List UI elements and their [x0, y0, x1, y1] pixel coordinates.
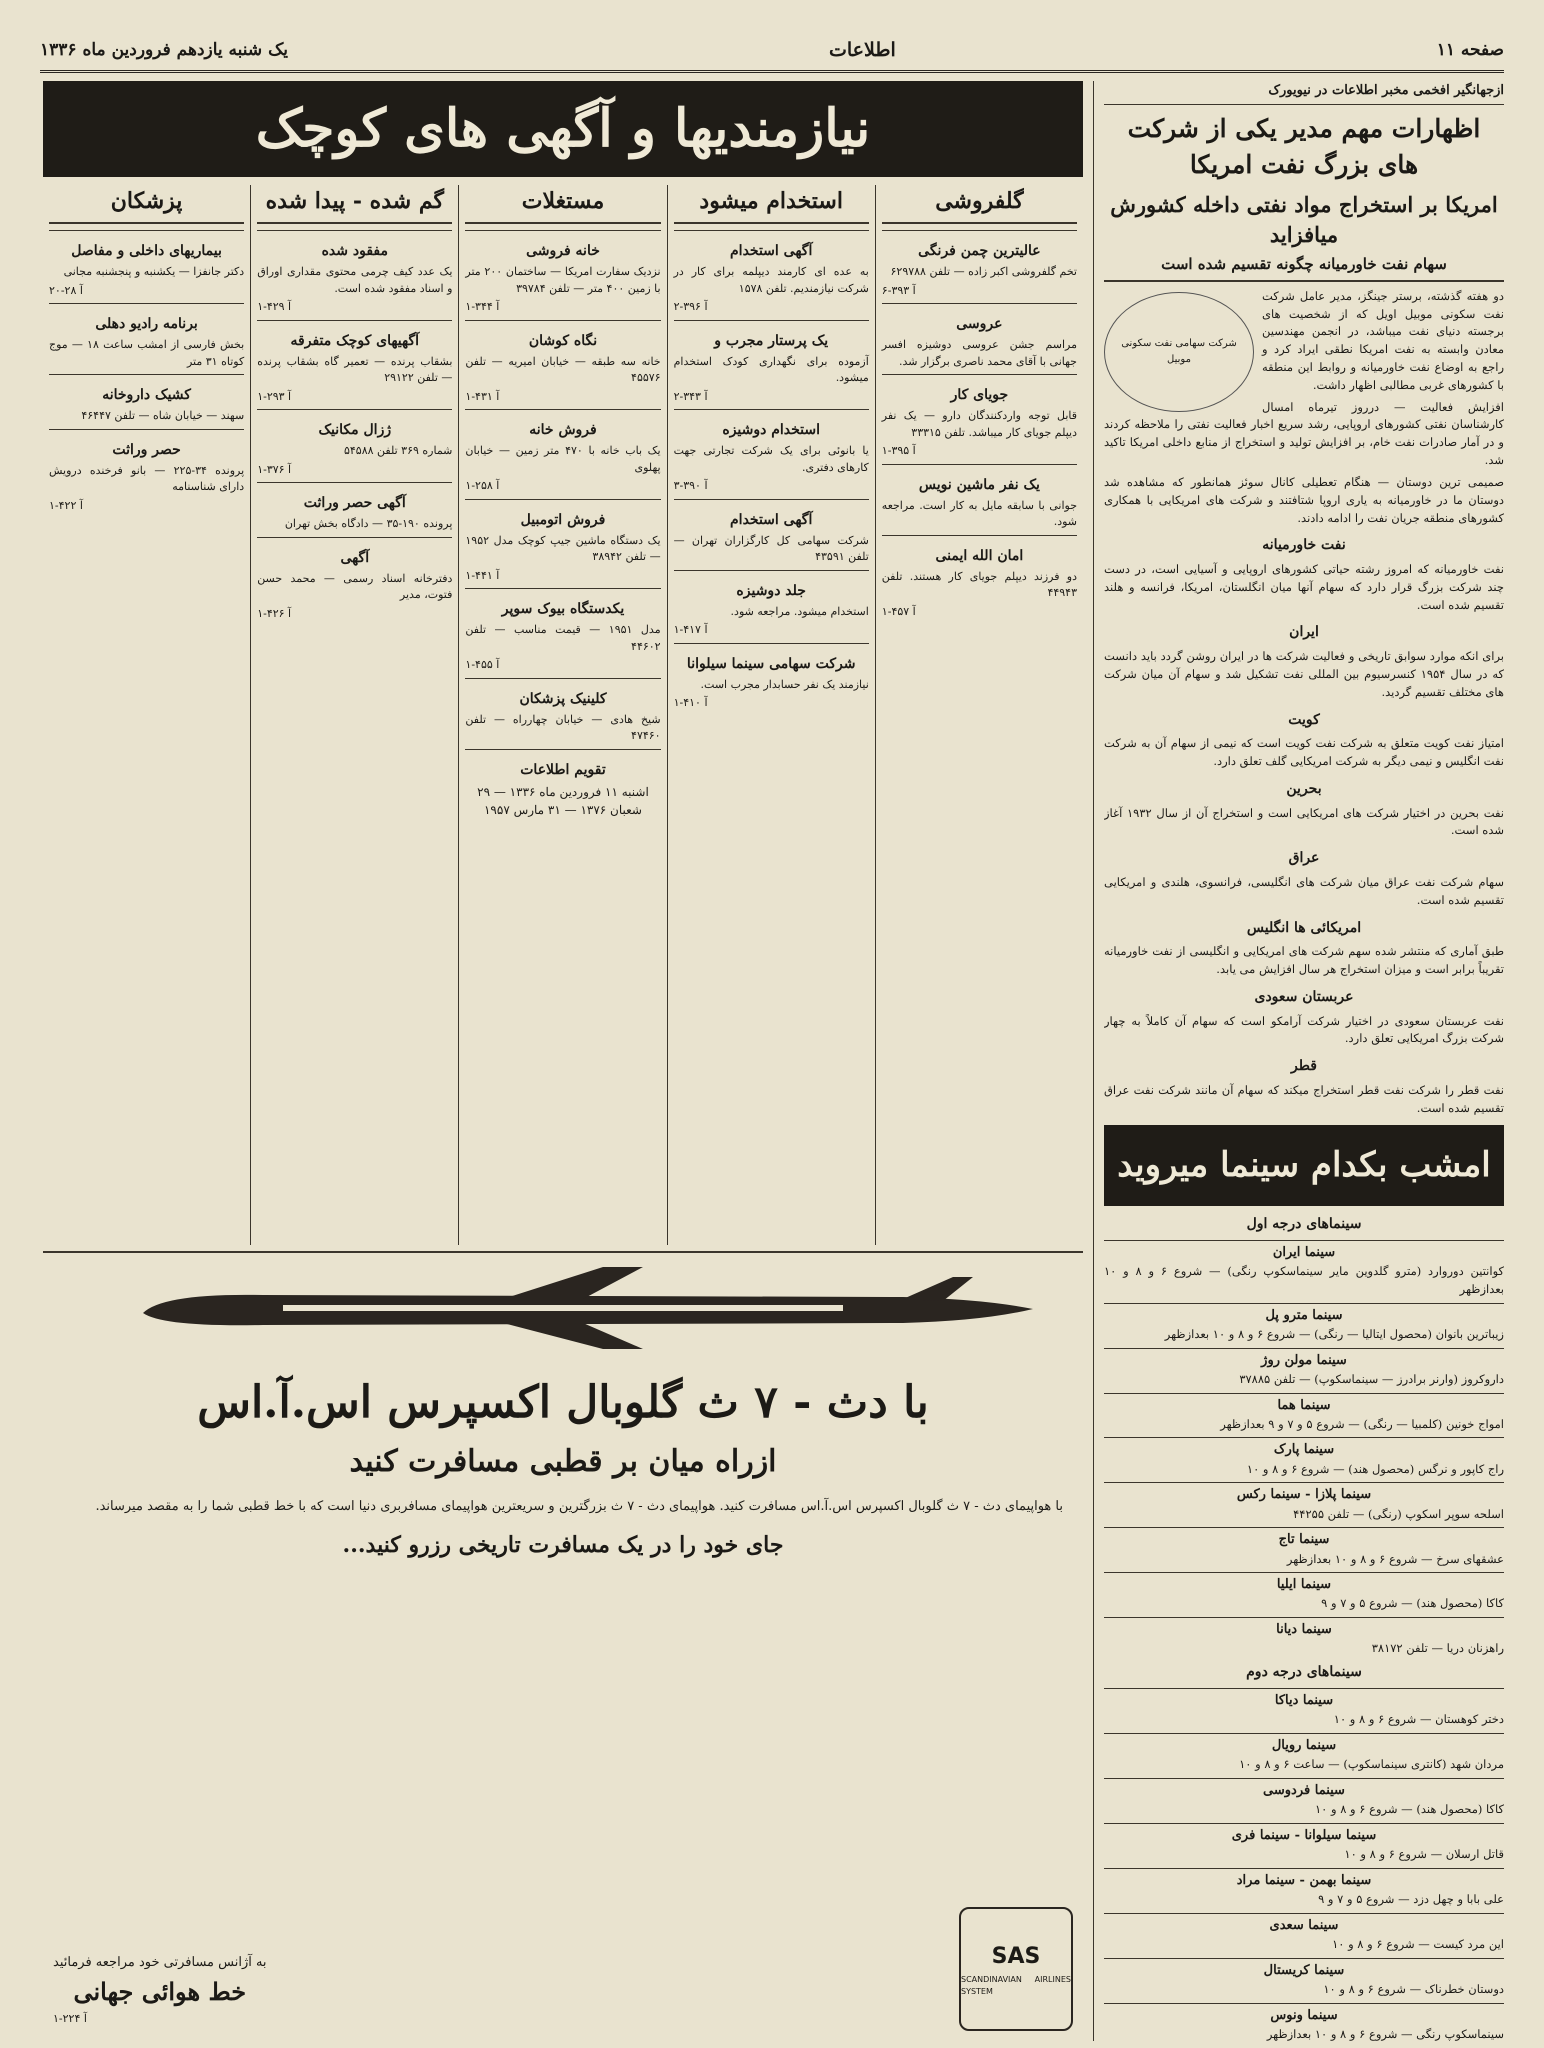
- ad-text: شرکت سهامی کل کارگزاران تهران — تلفن ۴۳۵۹۱: [673, 533, 869, 563]
- sas-headline: با دث - ۷ ث گلوبال اکسپرس اس.آ.اس: [197, 1376, 929, 1428]
- cinema-listing: [1104, 1868, 1504, 1909]
- ad-column-head: استخدام میشود: [674, 185, 869, 224]
- ad-item: [465, 230, 660, 316]
- ad-code: آ ۴۴۱-۱: [465, 568, 500, 582]
- sas-logo-sub: SCANDINAVIAN AIRLINES SYSTEM: [961, 1974, 1071, 1997]
- ad-item: [882, 303, 1077, 370]
- cinema-listing: [1104, 1303, 1504, 1344]
- ad-item: [674, 320, 869, 406]
- news-subhead: سهام نفت خاورمیانه چگونه تقسیم شده است: [1104, 253, 1504, 282]
- ad-text: دفترخانه اسناد رسمی — محمد حسن فتوت، مدیر: [257, 571, 453, 601]
- ad-title: آگهیهای کوچک متفرقه: [290, 332, 420, 349]
- cinema-name: سینما دیانا: [1104, 1617, 1504, 1640]
- ad-text: یا بانوئی برای یک شرکت تجارتی جهت کارهای دفتری.: [673, 444, 869, 474]
- cinema-name: سینما هما: [1104, 1393, 1504, 1416]
- cinema-showtimes: اسلحه سوپر اسکوپ (رنگی) — تلفن ۴۴۲۵۵: [1293, 1506, 1504, 1521]
- cinema-listing: [1104, 1778, 1504, 1819]
- ad-text: تخم گلفروشی اکبر زاده — تلفن ۶۲۹۷۸۸: [890, 265, 1077, 278]
- ad-title: فروش خانه: [529, 422, 597, 438]
- cinema-name: سینما مولن روژ: [1104, 1348, 1504, 1371]
- ad-text: یک دستگاه ماشین جیپ کوچک مدل ۱۹۵۲ — تلفن ۳۸۹۴۲: [465, 533, 661, 563]
- cinema-listing: [1104, 1688, 1504, 1729]
- cinema-name: سینما رویال: [1104, 1733, 1504, 1756]
- ad-item: [465, 409, 660, 495]
- sas-footer: [53, 1907, 1073, 2031]
- ad-text: دکتر جانفزا — یکشنبه و پنجشنبه مجانی: [63, 265, 245, 278]
- ad-item: [465, 320, 660, 406]
- cinema-name: سینما مترو پل: [1104, 1303, 1504, 1326]
- ad-column-head: پزشکان: [49, 185, 244, 224]
- section-text: نفت قطر را شرکت نفت قطر استخراج میکند که سهام آن مانند شرکت نفت عراق تقسیم شده است.: [1104, 1082, 1504, 1115]
- ad-item: [674, 570, 869, 639]
- section-text: برای انکه موارد سوابق تاریخی و فعالیت شرکت ها در ایران روشن گردد باید دانست که در سال ۱۹۵۴ کنسرسیوم بین المللی نفت تشکیل شد و سهام آن میان شرکت های مختلف تقسیم گردید.: [1104, 649, 1504, 699]
- ad-title: آگهی: [340, 549, 370, 566]
- ad-code: آ ۲۸-۲۰: [48, 283, 83, 297]
- sas-logo-text: SAS: [991, 1943, 1041, 1969]
- ad-title: کلینیک پزشکان: [519, 690, 607, 707]
- ad-title: آگهی استخدام: [730, 243, 813, 259]
- cinema-showtimes: امواج خونین (کلمبیا — رنگی) — شروع ۵ و ۷ و ۹ بعدازظهر: [1220, 1416, 1504, 1431]
- cinema-showtimes: داروکروز (وارنر برادرز — سینماسکوپ) — تلفن ۳۷۸۸۵: [1239, 1371, 1504, 1386]
- masthead: [40, 36, 1504, 73]
- section-text: طبق آماری که منتشر شده سهم شرکت های امریکایی و انگلیسی از نفت خاورمیانه تقریباً برابر است و میزان استخراج هر سال افزایش می یابد.: [1104, 944, 1504, 977]
- cinema-name: سینما پلازا - سینما رکس: [1104, 1482, 1504, 1505]
- ad-title: ژزال مکانیک: [318, 422, 392, 438]
- ad-code: آ ۴۲۹-۱: [257, 300, 292, 313]
- cinema-showtimes: راج کاپور و نرگس (محصول هند) — شروع ۶ و ۸ و ۱۰: [1246, 1461, 1504, 1476]
- ad-item: [465, 499, 660, 585]
- ad-text: مراسم جشن عروسی دوشیزه افسر جهانی با آقای محمد ناصری برگزار شد.: [881, 338, 1077, 368]
- ad-item: [882, 464, 1077, 531]
- sas-airline: خط هوائی جهانی: [73, 1976, 247, 2006]
- ad-title: حصر وراثت: [112, 441, 181, 458]
- ad-code: آ ۴۱۷-۱: [673, 623, 708, 636]
- section-title: امریکائی ها انگلیس: [1246, 919, 1362, 936]
- section-text: امتیاز نفت کویت متعلق به شرکت نفت کویت است که نیمی از سهام آن به شرکت نفت انگلیس و نیمی دیگر به شرکت امریکایی گلف تعلق دارد.: [1104, 736, 1504, 769]
- cinema-showtimes: کوانتین دوروارد (مترو گلدوین مایر سینماسکوپ رنگی) — شروع ۶ و ۸ و ۱۰ بعدازظهر: [1104, 1263, 1504, 1296]
- ad-title: استخدام دوشیزه: [722, 422, 821, 438]
- cinema-listing: [1104, 1348, 1504, 1389]
- ad-text: استخدام میشود. مراجعه شود.: [730, 604, 869, 618]
- cinema-showtimes: سینماسکوپ رنگی — شروع ۶ و ۸ و ۱۰ بعدازظهر: [1266, 2026, 1504, 2041]
- ad-text: بخش فارسی از امشب ساعت ۱۸ — موج کوتاه ۳۱ متر: [48, 338, 245, 368]
- cinema-name: سینما فردوسی: [1104, 1778, 1504, 1801]
- section-title: نفت خاورمیانه: [1262, 537, 1346, 554]
- ad-item: [882, 230, 1077, 299]
- ad-title: یک نفر ماشین نویس: [918, 476, 1040, 493]
- cinema-listing: [1104, 2003, 1504, 2041]
- ad-item: [257, 537, 452, 623]
- page-number: صفحه ۱۱: [1436, 40, 1504, 60]
- paper-name: اطلاعات: [828, 39, 896, 61]
- cinema-list: [1104, 1240, 1504, 2041]
- cinema-listing: [1104, 1572, 1504, 1613]
- ad-column: [43, 185, 251, 1245]
- logo-text: شرکت سهامی نفت سکونی موبیل: [1121, 338, 1237, 365]
- ad-item: [257, 320, 452, 406]
- ad-item: [257, 230, 452, 316]
- cinema-name: سینما دیاکا: [1104, 1688, 1504, 1711]
- ad-code: آ ۳۹۰-۳: [673, 479, 708, 492]
- news-headline: اظهارات مهم مدیر یکی از شرکت های بزرگ نفت امریکا: [1127, 114, 1481, 180]
- ads-title: نیازمندیها و آگهی های کوچک: [43, 81, 1083, 177]
- ad-text: قابل توجه واردکنندگان دارو — یک نفر دیپلم جویای کار میباشد. تلفن ۳۳۳۱۵: [881, 409, 1077, 439]
- section-text: سهام شرکت نفت عراق میان شرکت های انگلیسی، فرانسوی، هلندی و امریکایی تقسیم شده است.: [1104, 874, 1504, 907]
- ad-column: [668, 185, 876, 1245]
- ad-code: آ ۲۹۳-۱: [257, 389, 292, 403]
- cinema-name: سینما تاج: [1104, 1527, 1504, 1550]
- ad-text: به عده ای کارمند دیپلمه برای کار در شرکت نیازمندیم. تلفن ۱۵۷۸: [673, 265, 869, 295]
- ad-text: سهند — خیابان شاه — تلفن ۴۶۴۴۷: [81, 409, 245, 422]
- ad-text: پرونده ۱۹۰-۳۵ — دادگاه بخش تهران: [284, 517, 453, 530]
- sas-subhead: ازراه میان بر قطبی مسافرت کنید: [349, 1444, 777, 1479]
- ad-title: مفقود شده: [321, 243, 388, 259]
- ad-item: [465, 678, 660, 745]
- ad-title: عروسی: [956, 316, 1003, 332]
- calendar-text: اشنبه ۱۱ فروردین ماه ۱۳۳۶ — ۲۹ شعبان ۱۳۷۶ — ۳۱ مارس ۱۹۵۷: [477, 784, 649, 817]
- cinema-listing: [1104, 1527, 1504, 1568]
- ad-text: یک عدد کیف چرمی محتوی مقداری اوراق و اسناد مفقود شده است.: [257, 265, 453, 295]
- ad-title: آگهی حصر وراثت: [303, 495, 406, 511]
- section-title: عراق: [1288, 850, 1320, 867]
- ad-code: آ ۲۵۸-۱: [465, 479, 500, 492]
- sas-code: آ ۲۲۴-۱: [53, 2011, 87, 2025]
- ad-code: آ ۳۹۵-۱: [881, 444, 916, 457]
- ad-title: کشیک داروخانه: [102, 387, 191, 403]
- ad-title: آگهی استخدام: [730, 511, 813, 528]
- ad-item: [49, 429, 244, 515]
- ad-title: یکدستگاه بیوک سوپر: [501, 601, 625, 617]
- calendar-box: [465, 749, 660, 819]
- ad-code: آ ۴۵۷-۱: [881, 604, 916, 618]
- section-title: عربستان سعودی: [1254, 988, 1354, 1005]
- cinema-listing: [1104, 1958, 1504, 1999]
- ad-title: خانه فروشی: [526, 243, 600, 259]
- airplane-icon: [83, 1263, 1083, 1353]
- ad-text: مدل ۱۹۵۱ — قیمت مناسب — تلفن ۴۴۶۰۲: [465, 623, 661, 653]
- cinema-showtimes: دوستان خطرناک — شروع ۶ و ۸ و ۱۰: [1323, 1981, 1504, 1996]
- cinema-banner: امشب بکدام سینما میروید: [1104, 1125, 1504, 1206]
- ad-item: [882, 374, 1077, 460]
- ad-item: [257, 409, 452, 478]
- section-text: نفت عربستان سعودی در اختیار شرکت آرامکو است که سهام آن کاملاً به چهار شرکت بزرگ امریکایی تعلق دارد.: [1104, 1013, 1504, 1046]
- ad-item: [49, 230, 244, 299]
- section-title: کویت: [1288, 711, 1320, 728]
- ad-text: خانه سه طبقه — خیابان امیریه — تلفن ۴۵۵۷۶: [465, 354, 661, 384]
- cinema-showtimes: علی بابا و چهل دزد — شروع ۵ و ۷ و ۹: [1318, 1891, 1504, 1906]
- ad-item: [674, 230, 869, 316]
- ad-title: جویای کار: [950, 387, 1009, 403]
- ad-item: [674, 499, 869, 566]
- cinema-showtimes: این مرد کیست — شروع ۶ و ۸ و ۱۰: [1332, 1936, 1504, 1951]
- cinema-showtimes: قاتل ارسلان — شروع ۶ و ۸ و ۱۰: [1344, 1846, 1504, 1861]
- news-column: [1104, 81, 1504, 2041]
- cinema-name: سینما ونوس: [1104, 2003, 1504, 2026]
- news-paragraph: دو هفته گذشته، برستر جینگز، مدیر عامل شرکت نفت سکونی موبیل اویل که از شخصیت های برجسته دنیای نفت میباشد، در انجمن مهندسین معادن وابسته به نفت امریکا نطقی ایراد کرد و راجع به اوضاع نفت خاورمیانه و روابط این منطقه با کشورهای غربی مطالبی اظهار داشت.: [1262, 288, 1504, 392]
- section-text: نفت خاورمیانه که امروز رشته حیاتی کشورهای اروپایی و آسیایی است، در دست چند شرکت بزرگ قرار دارد که سهام آنها میان انگلستان، امریکا، فرانسه و هلند تقسیم شده است.: [1104, 562, 1504, 612]
- ad-column: [251, 185, 459, 1245]
- ad-column-head: گم شده - پیدا شده: [257, 185, 452, 224]
- ad-item: [674, 409, 869, 495]
- ad-item: [882, 535, 1077, 621]
- cinema-showtimes: راهزنان دریا — تلفن ۳۸۱۷۲: [1371, 1641, 1504, 1656]
- cinema-listing: [1104, 1733, 1504, 1774]
- sas-logo: [959, 1907, 1073, 2031]
- ad-title: فروش اتومبیل: [520, 511, 606, 528]
- news-headline-2: امریکا بر استخراج مواد نفتی داخله کشورش میافزاید: [1110, 191, 1498, 248]
- ad-item: [674, 643, 869, 712]
- ad-code: آ ۴۵۵-۱: [465, 658, 500, 671]
- ad-title: عالیترین چمن فرنگی: [918, 243, 1041, 259]
- ad-text: پرونده ۳۴-۲۲۵ — بانو فرخنده درویش دارای شناسنامه: [48, 463, 245, 493]
- ad-column-head: مستغلات: [465, 185, 660, 224]
- cinema-name: سینما سعدی: [1104, 1913, 1504, 1936]
- section-text: نفت بحرین در اختیار شرکت های امریکایی است و استخراج آن از سال ۱۹۳۲ آغاز شده است.: [1104, 805, 1504, 838]
- sas-body: با هواپیمای دث - ۷ ث گلوبال اکسپرس اس.آ.اس مسافرت کنید. هواپیمای دث - ۷ ث بزرگترین و سریعترین هواپیمای مسافربری دنیا است که با خط قطبی شما را به مقصد میرساند.: [95, 1498, 1063, 1514]
- ad-title: یک پرستار مجرب و: [714, 332, 829, 349]
- ad-code: آ ۴۳۱-۱: [465, 389, 500, 403]
- ad-item: [49, 374, 244, 425]
- ad-title: امان الله ایمنی: [935, 547, 1024, 564]
- cinema-showtimes: عشقهای سرخ — شروع ۶ و ۸ و ۱۰ بعدازظهر: [1286, 1551, 1504, 1566]
- cinema-showtimes: مردان شهد (کانتری سینماسکوپ) — ساعت ۶ و ۸ و ۱۰: [1239, 1757, 1504, 1771]
- ad-title: بیماریهای داخلی و مفاصل: [71, 243, 222, 259]
- ad-column: [459, 185, 667, 1245]
- news-paragraph: صمیمی ترین دوستان — هنگام تعطیلی کانال سوئز همانطور که مشاهده شد دوستان ما در خاورمیانه به یاری اروپا شتافتند و شرکت های امریکایی با همکاری کشورهای منطقه جریان نفت را ادامه دادند.: [1104, 474, 1504, 525]
- cinema-showtimes: کاکا (محصول هند) — شروع ۵ و ۷ و ۹: [1321, 1596, 1504, 1611]
- cinema-listing: [1104, 1617, 1504, 1658]
- ad-code: آ ۳۴۳-۲: [673, 389, 708, 403]
- section-title: بحرین: [1286, 780, 1322, 797]
- company-logo: [1104, 292, 1254, 412]
- cinema-tier-2: سینماهای درجه دوم: [1246, 1664, 1362, 1681]
- sas-advertisement: [43, 1251, 1083, 2039]
- cinema-showtimes: زیباترین بانوان (محصول ایتالیا — رنگی) — شروع ۶ و ۸ و ۱۰ بعدازظهر: [1164, 1326, 1504, 1341]
- sas-agency-note: به آژانس مسافرتی خود مراجعه فرمائید: [53, 1954, 267, 1970]
- cinema-listing: [1104, 1240, 1504, 1299]
- cinema-listing: [1104, 1437, 1504, 1478]
- ad-code: آ ۳۹۳-۶: [881, 283, 916, 297]
- ad-item: [257, 482, 452, 533]
- ad-text: نیازمند یک نفر حسابدار مجرب است.: [700, 677, 869, 691]
- ad-title: نگاه کوشان: [528, 332, 598, 349]
- ads-grid: [43, 185, 1083, 1245]
- ad-text: آزموده برای نگهداری کودک استخدام میشود.: [673, 354, 869, 384]
- ad-text: بشقاب پرنده — تعمیر گاه بشقاب پرنده — تلفن ۲۹۱۲۲: [257, 354, 453, 384]
- cinema-tier-1: سینماهای درجه اول: [1246, 1216, 1362, 1233]
- cinema-name: سینما بهمن - سینما مراد: [1104, 1868, 1504, 1891]
- cinema-listing: [1104, 1913, 1504, 1954]
- cinema-name: سینما ایلیا: [1104, 1572, 1504, 1595]
- ad-text: جوانی با سابقه مایل به کار است. مراجعه شود.: [881, 498, 1077, 528]
- ad-column: [876, 185, 1083, 1245]
- ad-title: جلد دوشیزه: [736, 582, 806, 599]
- ads-area: [43, 81, 1083, 2041]
- ad-text: شیخ هادی — خیابان چهارراه — تلفن ۴۷۴۶۰: [465, 712, 661, 742]
- news-kicker: ازجهانگیر افخمی مخبر اطلاعات در نیویورک: [1104, 81, 1504, 105]
- ad-text: نزدیک سفارت امریکا — ساختمان ۲۰۰ متر با زمین ۴۰۰ متر — تلفن ۳۹۷۸۴: [465, 265, 661, 295]
- cinema-name: سینما کریستال: [1104, 1958, 1504, 1981]
- sas-cta: جای خود را در یک مسافرت تاریخی رزرو کنید...: [342, 1531, 784, 1558]
- ad-code: آ ۴۱۰-۱: [673, 696, 708, 709]
- cinema-name: سینما سیلوانا - سینما فری: [1104, 1823, 1504, 1846]
- ad-text: دو فرزند دیپلم جویای کار هستند. تلفن ۴۴۹۴۳: [881, 569, 1077, 599]
- ad-code: آ ۴۲۶-۱: [257, 606, 292, 620]
- ad-code: آ ۳۷۶-۱: [257, 462, 292, 476]
- cinema-showtimes: دختر کوهستان — شروع ۶ و ۸ و ۱۰: [1333, 1712, 1504, 1727]
- news-paragraph: افزایش فعالیت — درروز تیرماه امسال کارشناسان نفتی کشورهای اروپایی، رشد سریع اخبار فعالیت نفتی را ملاحظه کردند و در آمار صادرات نفت خام، بر افزایش تولید و استخراج از منابع داخلی امریکا تاکید شد.: [1104, 399, 1504, 468]
- cinema-name: سینما پارک: [1104, 1437, 1504, 1460]
- issue-date: یک شنبه یازدهم فروردین ماه ۱۳۳۶: [40, 40, 289, 60]
- ad-text: یک باب خانه با ۴۷۰ متر زمین — خیابان پهلوی: [465, 444, 661, 474]
- section-title: ایران: [1289, 624, 1319, 641]
- ad-title: شرکت سهامی سینما سیلوانا: [686, 655, 856, 672]
- ad-item: [49, 303, 244, 370]
- cinema-listing: [1104, 1823, 1504, 1864]
- ad-title: برنامه رادیو دهلی: [95, 316, 198, 332]
- cinema-name: سینما ایران: [1104, 1240, 1504, 1263]
- ad-code: آ ۴۲۲-۱: [48, 498, 83, 512]
- ad-item: [465, 588, 660, 674]
- ad-code: آ ۳۹۶-۲: [673, 300, 708, 313]
- calendar-title: تقویم اطلاعات: [520, 761, 606, 778]
- cinema-showtimes: کاکا (محصول هند) — شروع ۶ و ۸ و ۱۰: [1314, 1801, 1504, 1816]
- ad-code: آ ۳۴۴-۱: [465, 300, 500, 313]
- ad-text: شماره ۳۶۹ تلفن ۵۴۵۸۸: [343, 444, 453, 457]
- cinema-listing: [1104, 1393, 1504, 1434]
- ad-column-head: گلفروشی: [882, 185, 1077, 224]
- cinema-listing: [1104, 1482, 1504, 1523]
- section-title: قطر: [1291, 1058, 1317, 1075]
